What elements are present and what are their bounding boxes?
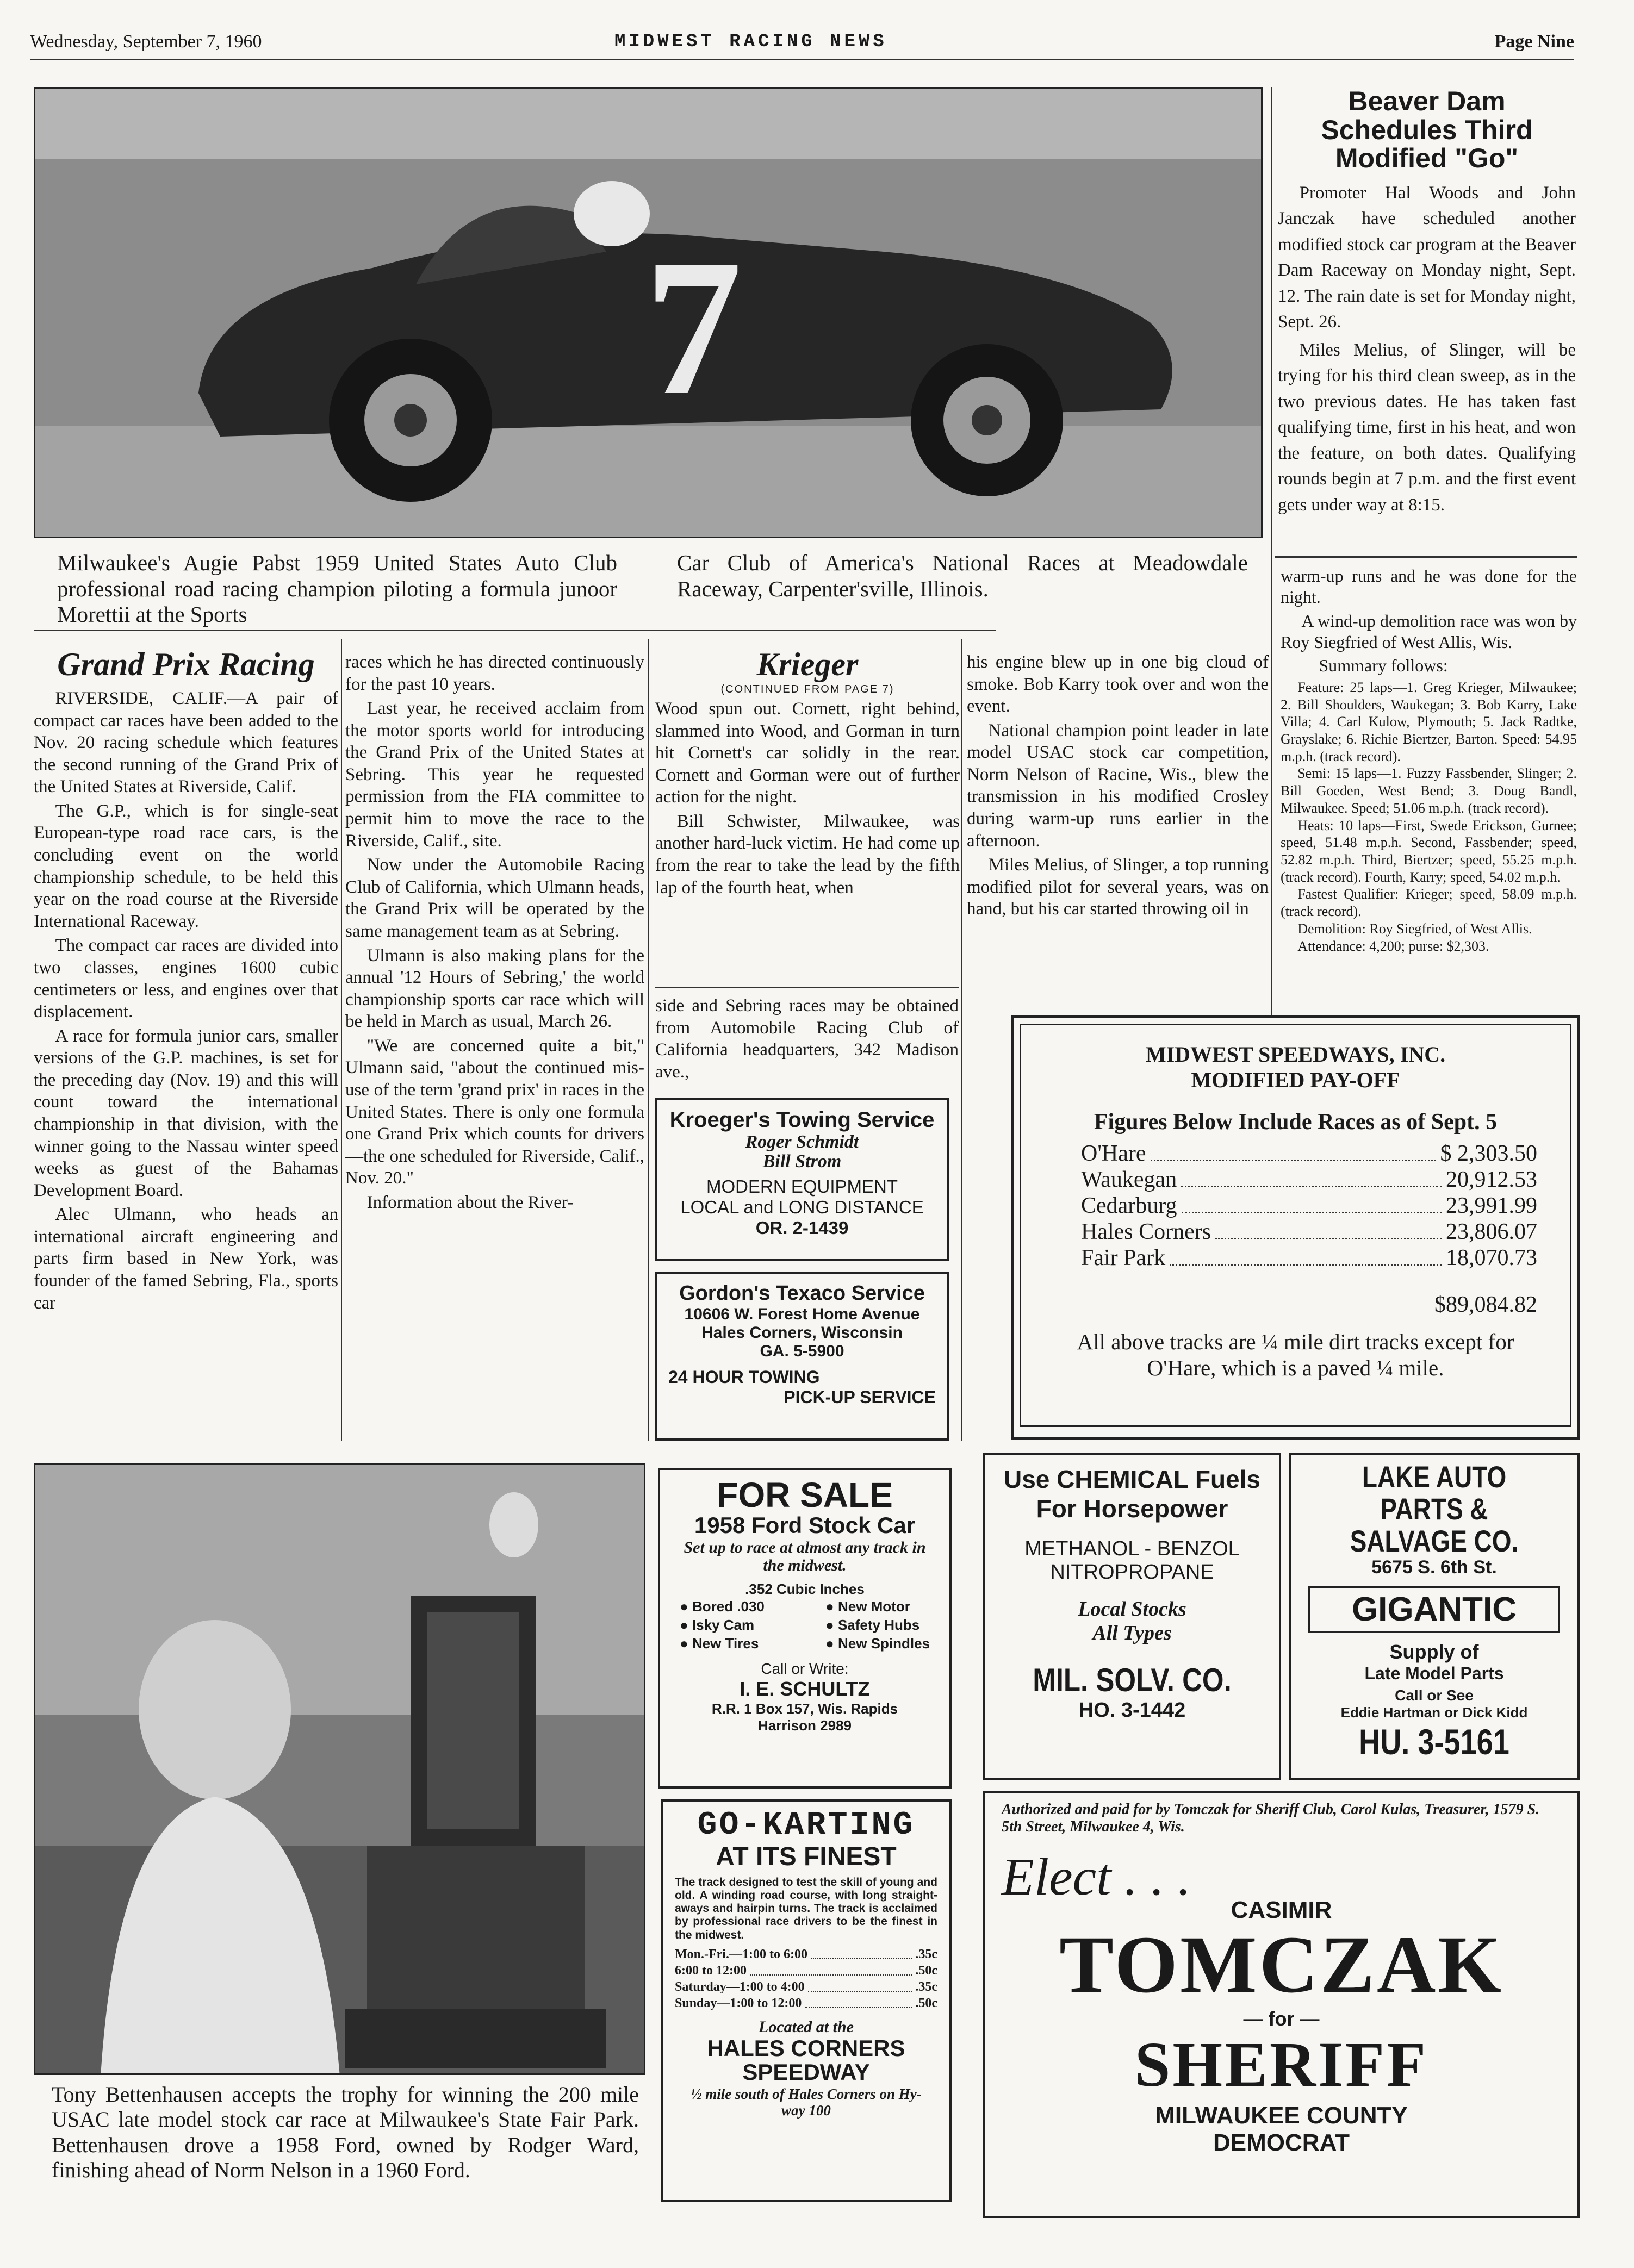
leader-dots (1151, 1160, 1436, 1161)
price-time: Sunday—1:00 to 12:00 (675, 1996, 802, 2010)
price-value: .50c (915, 1963, 937, 1978)
tomczak-sheriff-ad (983, 1791, 1580, 2218)
page-number: Page Nine (1494, 32, 1574, 52)
krieger-col1-para-2: Bill Schwister, Milwaukee, was another hard-luck victim. He had come up from the rear to take the lead by the fifth lap of the fourth heat, when (655, 811, 960, 898)
race-car-photo (34, 87, 1263, 538)
kroeger-line-1: MODERN EQUIPMENT (706, 1176, 898, 1197)
gp-col2-para-1: races which he has directed continuously for the past 10 years. (345, 652, 644, 694)
gp-col1-para-5: Alec Ulmann, who heads an international aircraft engineering and parts firm based in New York, was founder of the famed Sebring, Fla., sports car (34, 1205, 338, 1313)
payoff-amount: $ 2,303.50 (1440, 1141, 1537, 1166)
go-karting-place-2: SPEEDWAY (742, 2059, 870, 2085)
payoff-row (1081, 1167, 1537, 1193)
krieger-cont-para-2: A wind-up demolition race was won by Roy Siegfried of West Allis, Wis. (1281, 610, 1577, 652)
issue-date: Wednesday, September 7, 1960 (30, 32, 262, 52)
chemical-phone: HO. 3-1442 (1078, 1699, 1186, 1722)
race-car-illustration (35, 89, 1263, 538)
gordon-line-2: PICK-UP SERVICE (784, 1387, 936, 1407)
payoff-track: O'Hare (1081, 1141, 1146, 1166)
payoff-title-2: MODIFIED PAY-OFF (1191, 1068, 1400, 1092)
gp-col2-para-5: "We are concerned quite a bit," Ulmann said, "about the continued mis-use of the term 'grand prix' in races in the United States. There is only one formula one Grand Prix which counts for drivers—the one scheduled for Riverside, Calif., Nov. 20." (345, 1036, 644, 1188)
leader-dots (805, 2007, 912, 2008)
summary-fastest: Fastest Qualifier: Krieger; speed, 58.09 m.p.h. (track record). (1281, 886, 1577, 920)
column-rule (648, 639, 649, 1441)
chemical-line-2: For Horsepower (1036, 1494, 1228, 1523)
trophy-photo (34, 1463, 645, 2075)
go-karting-place-1: HALES CORNERS (707, 2035, 905, 2061)
summary-feature: Feature: 25 laps—1. Greg Krieger, Milwaukee; 2. Bill Shoulders, Waukegan; 3. Bob Karry, Lake Villa; 4. Carl Kulow, Plymouth; 5. Jack Radtke, Grayslake; 6. Richie Biertzer, Barton. Speed: 54.95 m.p.h. (track record). (1281, 679, 1577, 764)
grand-prix-col-2 (345, 651, 644, 1216)
lake-title: LAKE AUTO PARTS & SALVAGE CO. (1350, 1460, 1519, 1558)
payoff-row (1081, 1245, 1537, 1271)
lake-phone: HU. 3-5161 (1359, 1722, 1509, 1762)
tomczak-first-name: CASIMIR (1231, 1897, 1332, 1924)
leader-dots (811, 1958, 912, 1959)
payoff-amount: 18,070.73 (1446, 1245, 1537, 1270)
beaver-dam-article (1278, 87, 1576, 520)
lake-line-1: Supply of (1389, 1641, 1479, 1663)
chemical-line-6: All Types (1092, 1622, 1172, 1644)
gordon-line-1: 24 HOUR TOWING (668, 1367, 820, 1387)
grand-prix-headline: Grand Prix Racing (57, 646, 315, 682)
payoff-subtitle: Figures Below Include Races as of Sept. 5 (1094, 1110, 1498, 1135)
top-photo-caption-right: Car Club of America's National Races at Meadowdale Raceway, Carpenter'sville, Illinois. (677, 550, 1248, 601)
payoff-amount: 20,912.53 (1446, 1167, 1537, 1192)
go-karting-located: Located at the (759, 2017, 854, 2036)
gp-col1-para-4: A race for formula junior cars, smaller versions of the G.P. machines, is set for the preceding day (Nov. 19) and this will count toward the international championship in that division, with the winner going to the Nassau winter speed weeks as guest of the Bahamas Development Board. (34, 1026, 338, 1200)
feature-item: ● Bored .030 (680, 1598, 765, 1615)
header-rule (30, 59, 1574, 60)
lake-auto-parts-ad (1289, 1453, 1580, 1780)
bullet-icon: ● (825, 1616, 838, 1633)
go-karting-title-2: AT ITS FINEST (716, 1842, 897, 1871)
payoff-box (1011, 1015, 1580, 1440)
leader-dots (1182, 1212, 1442, 1213)
go-karting-directions: ½ mile south of Hales Corners on Hy-way 100 (691, 2085, 922, 2119)
tomczak-county: MILWAUKEE COUNTY (1155, 2102, 1408, 2129)
paper-title: MIDWEST RACING NEWS (614, 32, 887, 52)
article-rule (34, 630, 996, 631)
for-sale-title: FOR SALE (717, 1475, 893, 1515)
kroeger-name-1: Roger Schmidt (745, 1132, 859, 1152)
for-sale-phone: Harrison 2989 (758, 1717, 852, 1734)
krieger-col1-para-1: Wood spun out. Cornett, right behind, slammed into Wood, and Gorman in turn hit Cornett's car solidly in the rear. Cornett and Gorman were out of further action for the night. (655, 699, 960, 807)
payoff-row (1081, 1141, 1537, 1167)
for-sale-features (660, 1598, 949, 1653)
go-karting-title-1: GO-KARTING (697, 1807, 915, 1844)
leader-dots (1170, 1264, 1442, 1266)
krieger-cont-para-1: warm-up runs and he was done for the night. (1281, 566, 1577, 607)
payoff-track: Cedarburg (1081, 1193, 1177, 1218)
payoff-row (1081, 1193, 1537, 1219)
gp-col1-para-1: RIVERSIDE, CALIF.—A pair of compact car races have been added to the Nov. 20 racing schedule which features the second running of the Grand Prix of the United States at Riverside, Calif. (34, 689, 338, 797)
kroeger-towing-ad (655, 1098, 949, 1261)
car-number: 7 (644, 219, 742, 435)
bullet-icon: ● (680, 1598, 692, 1615)
column-rule (961, 639, 962, 1441)
feature-item: ● Isky Cam (680, 1616, 755, 1633)
price-row (675, 1946, 937, 1962)
for-sale-contact: Call or Write: (761, 1660, 849, 1678)
price-time: Mon.-Fri.—1:00 to 6:00 (675, 1947, 807, 1961)
krieger-col2-para-3: Miles Melius, of Slinger, a top running modified pilot for several years, was on hand, but his car started throwing oil in (967, 855, 1269, 919)
tomczak-party: DEMOCRAT (1213, 2129, 1350, 2157)
column-rule (341, 639, 342, 1441)
gordon-phone: GA. 5-5900 (760, 1342, 844, 1360)
payoff-row (1081, 1219, 1537, 1245)
gp-col2-para-3: Now under the Automobile Racing Club of California, which Ulmann heads, the Grand Prix will be operated by the same management team as at Sebring. (345, 855, 644, 941)
price-value: .35c (915, 1979, 937, 1994)
payoff-amount: 23,991.99 (1446, 1193, 1537, 1218)
for-sale-ad (658, 1468, 952, 1789)
payoff-note: All above tracks are ¼ mile dirt tracks except for O'Hare, which is a paved ¼ mile. (1077, 1329, 1514, 1381)
gordon-title: Gordon's Texaco Service (679, 1282, 925, 1305)
for-sale-address: R.R. 1 Box 157, Wis. Rapids (711, 1700, 898, 1717)
price-row (675, 1962, 937, 1979)
feature-item: ● Safety Hubs (825, 1616, 920, 1633)
tomczak-last-name: TOMCZAK (1059, 1920, 1503, 2010)
leader-dots (750, 1974, 912, 1976)
krieger-cont-para-3: Summary follows: (1319, 656, 1448, 676)
chemical-line-3: METHANOL - BENZOL (1024, 1537, 1240, 1560)
gp-col1-para-3: The compact car races are divided into two classes, engines 1600 cubic centimeters or less, and engines over that displacement. (34, 936, 338, 1022)
price-time: 6:00 to 12:00 (675, 1963, 747, 1978)
krieger-article (655, 646, 960, 901)
feature-item: ● New Tires (680, 1635, 759, 1652)
lake-line-3: Call or See (1395, 1687, 1474, 1704)
for-sale-engine: .352 Cubic Inches (745, 1581, 865, 1597)
grand-prix-continuation: side and Sebring races may be obtained from Automobile Racing Club of California headquarters, 342 Madison ave., (655, 996, 959, 1082)
gordons-texaco-ad (655, 1272, 949, 1441)
kroeger-phone: OR. 2-1439 (755, 1218, 849, 1238)
price-value: .50c (915, 1996, 937, 2010)
krieger-col-2 (967, 651, 1269, 923)
chemical-line-1: Use CHEMICAL Fuels (1003, 1465, 1261, 1493)
bullet-icon: ● (825, 1598, 838, 1615)
lake-line-2: Late Model Parts (1364, 1663, 1504, 1684)
summary-attendance: Attendance: 4,200; purse: $2,303. (1297, 938, 1489, 954)
price-value: .35c (915, 1947, 937, 1961)
gp-col2-para-4: Ulmann is also making plans for the annual '12 Hours of Sebring,' the world championship sports car race which will be held in March as usual, March 26. (345, 945, 644, 1032)
for-sale-tagline: Set up to race at almost any track in the midwest. (684, 1538, 926, 1574)
price-row (675, 1995, 937, 2011)
krieger-continuation (1281, 565, 1577, 955)
beaver-dam-headline: Beaver Dam Schedules Third Modified "Go" (1321, 86, 1533, 173)
payoff-track: Waukegan (1081, 1167, 1177, 1192)
feature-item: ● New Spindles (825, 1635, 930, 1652)
bullet-icon: ● (825, 1635, 838, 1652)
summary-heats: Heats: 10 laps—First, Swede Erickson, Gurnee; speed, 51.48 m.p.h. Second, Fassbender; speed, 52.82 m.p.h. Third, Biertzer; speed, 55.25 m.p.h. (track record). Fourth, Karry; speed, 54.02 m.p.h. (1281, 817, 1577, 885)
tomczak-elect: Elect . . . (1002, 1848, 1191, 1907)
kroeger-title: Kroeger's Towing Service (669, 1108, 935, 1132)
krieger-headline: Krieger (756, 646, 859, 682)
payoff-amount: 23,806.07 (1446, 1219, 1537, 1244)
chemical-company: MIL. SOLV. CO. (1033, 1662, 1232, 1698)
bullet-icon: ● (680, 1635, 692, 1652)
continuation-rule (655, 987, 959, 988)
payoff-track: Hales Corners (1081, 1219, 1211, 1244)
top-photo-caption-left: Milwaukee's Augie Pabst 1959 United States Auto Club professional road racing champion piloting a formula junoor Morettii at the Sports (57, 550, 617, 627)
lake-gigantic: GIGANTIC (1308, 1586, 1560, 1633)
tomczak-for: — for — (1243, 2008, 1320, 2030)
krieger-col2-para-2: National champion point leader in late model USAC stock car competition, Norm Nelson of Racine, Wis., blew the transmission in his modified Crosley during warm-up runs earlier in the afternoon. (967, 720, 1269, 851)
go-karting-ad (661, 1799, 952, 2202)
gordon-address-2: Hales Corners, Wisconsin (701, 1324, 903, 1342)
tomczak-authorization: Authorized and paid for by Tomczak for Sheriff Club, Carol Kulas, Treasurer, 1579 S. 5th Street, Milwaukee 4, Wis. (1002, 1801, 1540, 1836)
trophy-photo-caption: Tony Bettenhausen accepts the trophy for winning the 200 mile USAC late model stock car race at Milwaukee's State Fair Park. Bettenhausen drove a 1958 Ford, owned by Rodger Ward, finishing ahead of Norm Nelson in a 1960 Ford. (52, 2082, 639, 2183)
gordon-address-1: 10606 W. Forest Home Avenue (684, 1305, 920, 1323)
chemical-fuels-ad (983, 1453, 1281, 1780)
beaver-dam-para-1: Promoter Hal Woods and John Janczak have scheduled another modified stock car program at the Beaver Dam Raceway on Monday night, Sept. 12. The rain date is set for Monday night, Sept. 26. (1278, 183, 1576, 332)
krieger-continued-label: (CONTINUED FROM PAGE 7) (720, 683, 894, 695)
kroeger-line-2: LOCAL and LONG DISTANCE (680, 1197, 924, 1218)
lake-address: 5675 S. 6th St. (1371, 1557, 1497, 1578)
payoff-total: $89,084.82 (1434, 1292, 1537, 1317)
beaver-dam-para-2: Miles Melius, of Slinger, will be trying for his third clean sweep, as in the two previous dates. He has taken fast qualifying time, first in his heat, and won the feature, on both dates. Qualifying rounds begin at 7 p.m. and the first event gets under way at 8:15. (1278, 340, 1576, 515)
gp-col2-para-2: Last year, he received acclaim from the motor sports world for introducing the Grand Prix of the United States at Sebring. This year he requested permission from the FIA committee to permit him to move the race to the Riverside, Calif., site. (345, 699, 644, 851)
trophy-illustration (35, 1465, 645, 2075)
leader-dots (1215, 1238, 1442, 1239)
price-time: Saturday—1:00 to 4:00 (675, 1979, 805, 1994)
feature-item: ● New Motor (825, 1598, 910, 1615)
beaver-dam-rule (1275, 556, 1577, 558)
tomczak-office: SHERIFF (1134, 2029, 1428, 2101)
go-karting-description: The track designed to test the skill of young and old. A winding road course, with long straight-aways and hairpin turns. The track is acclaimed by professional race drivers to be the finest in the midwest. (675, 1876, 937, 1941)
go-karting-price-list (663, 1946, 949, 2011)
leader-dots (808, 1991, 912, 1992)
kroeger-name-2: Bill Strom (762, 1151, 842, 1172)
chemical-line-4: NITROPROPANE (1050, 1561, 1214, 1584)
lake-line-4: Eddie Hartman or Dick Kidd (1340, 1704, 1528, 1721)
payoff-title-1: MIDWEST SPEEDWAYS, INC. (1145, 1042, 1446, 1067)
leader-dots (1181, 1186, 1442, 1187)
krieger-col2-para-1: his engine blew up in one big cloud of smoke. Bob Karry took over and won the event. (967, 652, 1269, 716)
grand-prix-col-1 (34, 688, 338, 1316)
for-sale-subtitle: 1958 Ford Stock Car (694, 1512, 916, 1538)
summary-demolition: Demolition: Roy Siegfried, of West Allis. (1297, 920, 1532, 937)
chemical-line-5: Local Stocks (1078, 1598, 1186, 1621)
summary-semi: Semi: 15 laps—1. Fuzzy Fassbender, Slinger; 2. Bill Goeden, West Bend; 3. Doug Bandl, Milwaukee. Speed; 51.06 m.p.h. (track record). (1281, 765, 1577, 816)
gp-col1-para-2: The G.P., which is for single-seat European-type road race cars, is the concluding event on the world championship schedule, to be held this year on the road course at the Riverside International Raceway. (34, 801, 338, 931)
bullet-icon: ● (680, 1616, 692, 1633)
for-sale-name: I. E. SCHULTZ (740, 1678, 870, 1700)
price-row (675, 1979, 937, 1995)
payoff-table (1048, 1141, 1543, 1271)
payoff-track: Fair Park (1081, 1245, 1166, 1270)
gp-col2-para-6: Information about the River- (366, 1192, 574, 1212)
